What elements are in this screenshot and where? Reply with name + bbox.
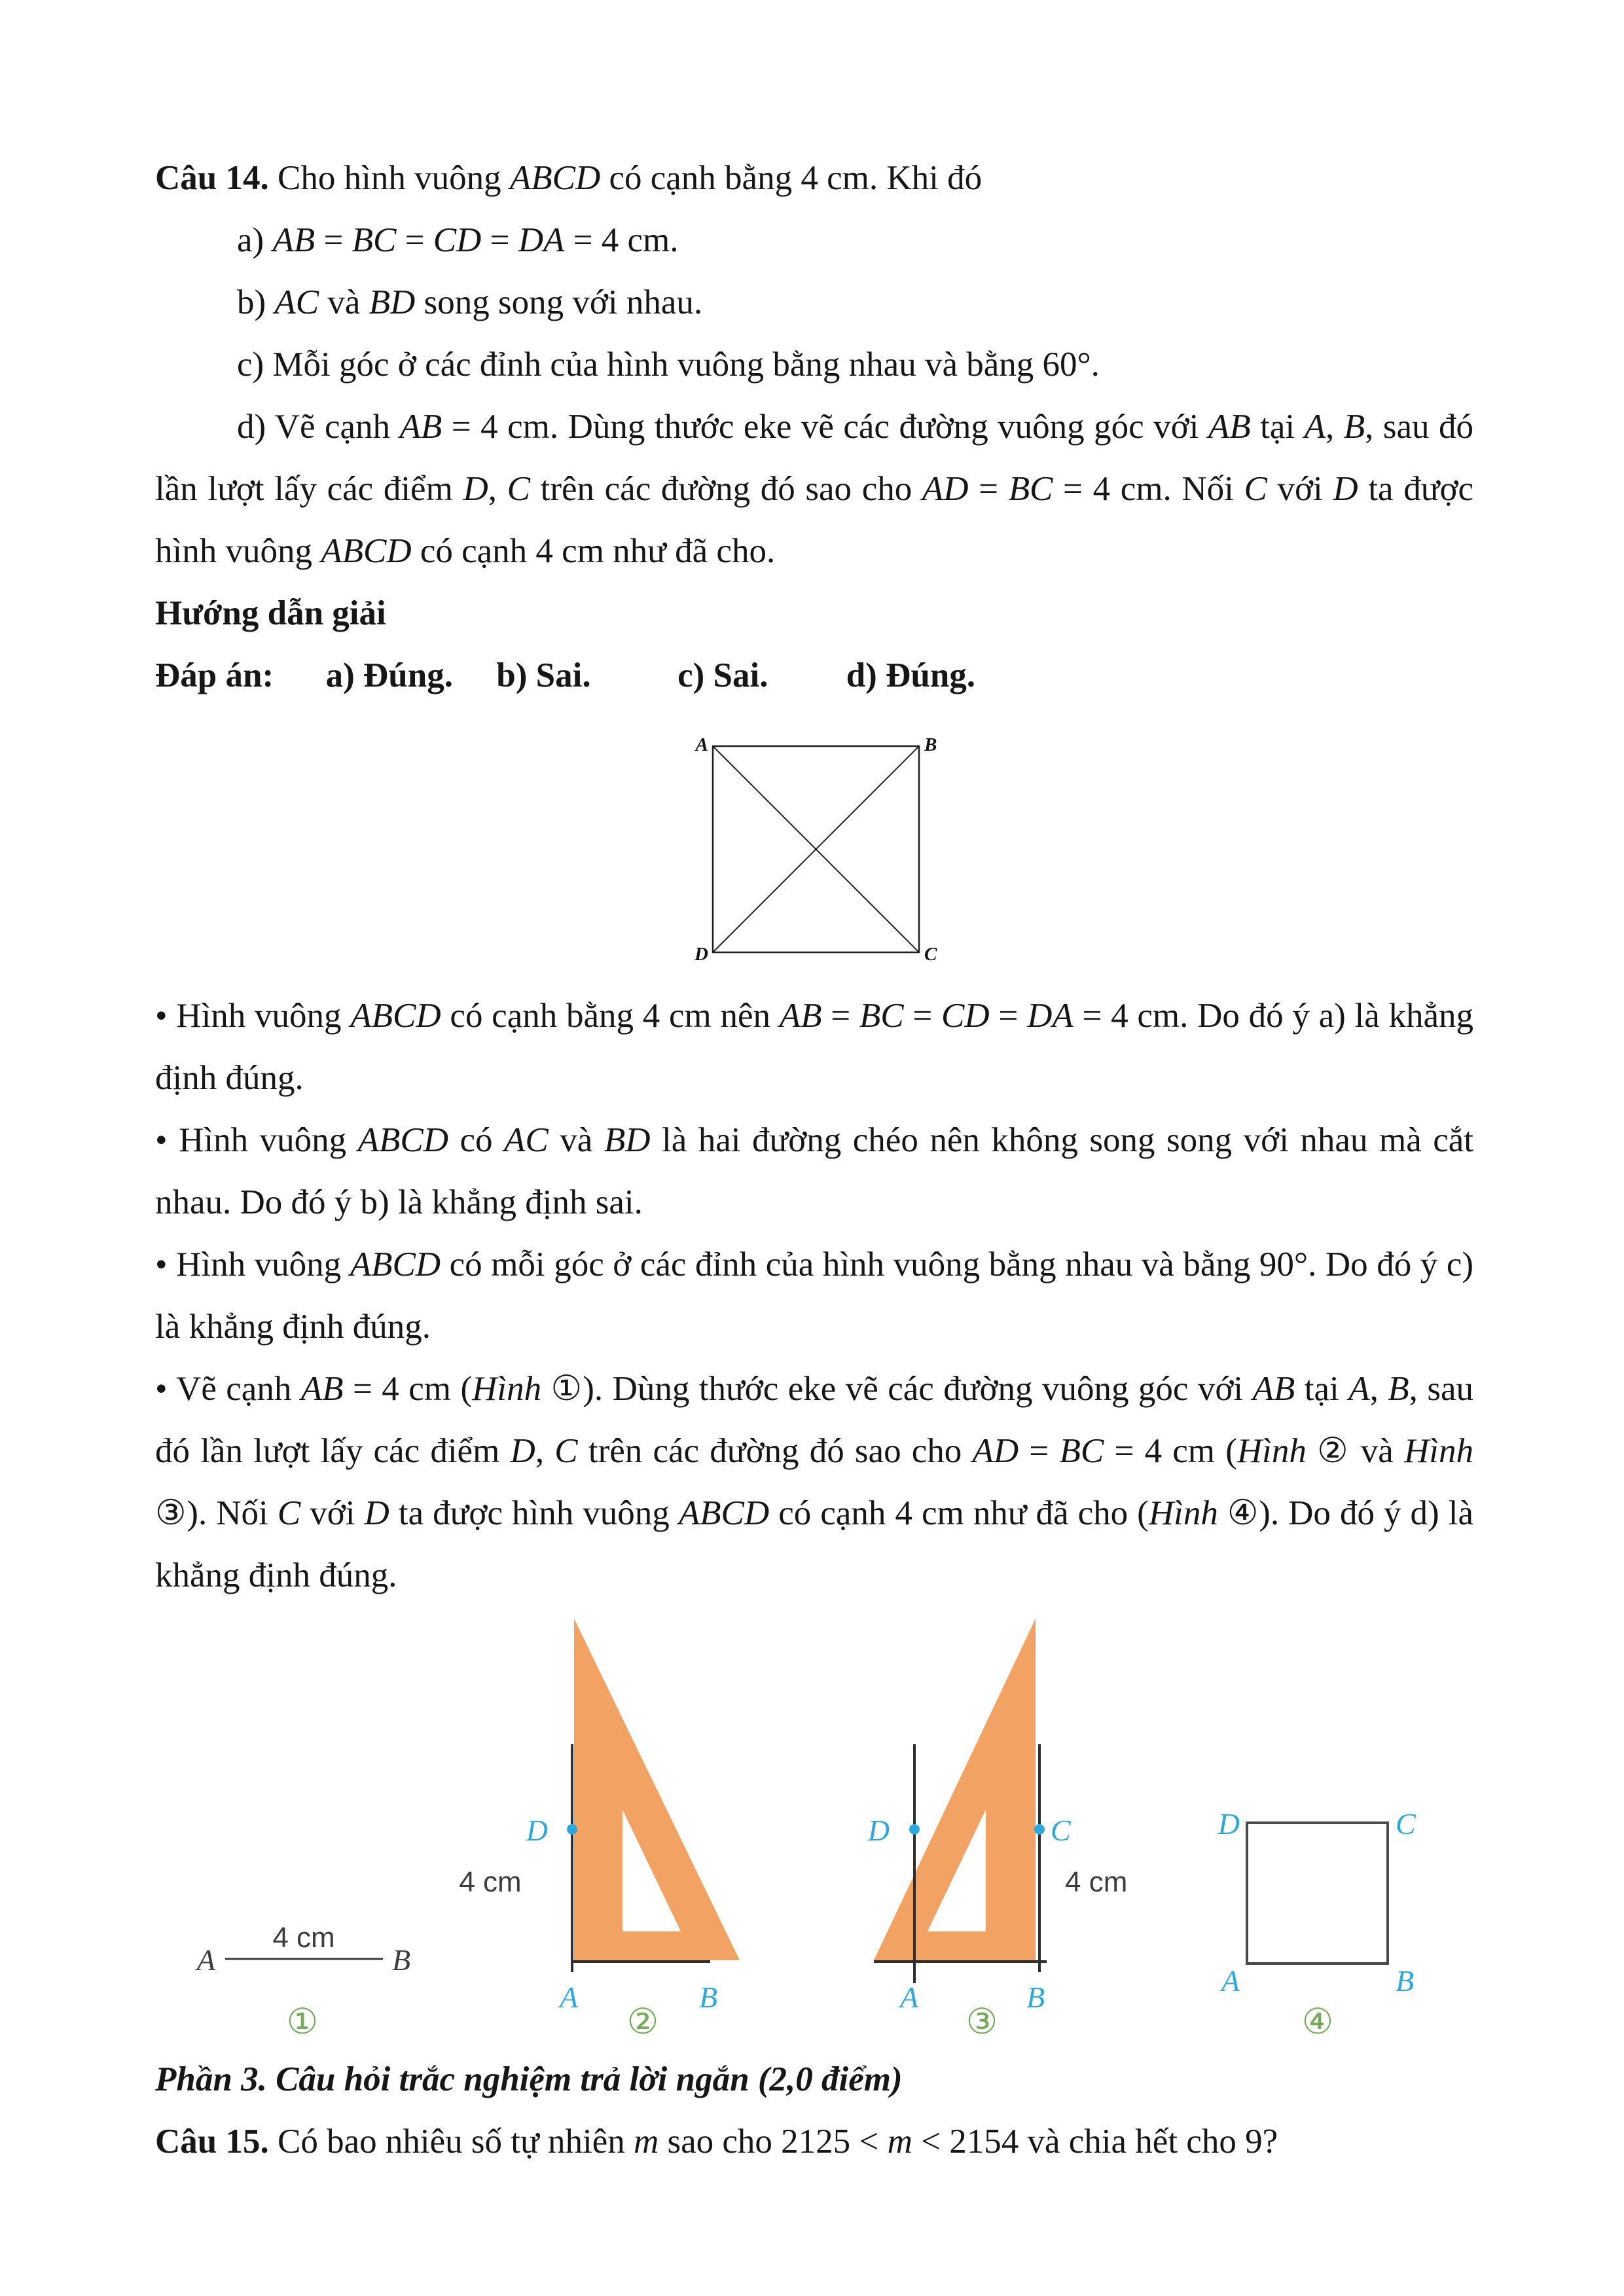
fig1-point-a-label: A bbox=[196, 1943, 215, 1977]
fig2-circled-number: ② bbox=[626, 2001, 659, 2042]
fig4-point-d-label: D bbox=[1218, 1807, 1240, 1840]
fig4-point-c-label: C bbox=[1396, 1807, 1416, 1840]
fig1-length-label: 4 cm bbox=[272, 1922, 335, 1954]
solution-bullet-b: • Hình vuông ABCD có AC và BD là hai đường chéo nên không song song với nhau mà cắt nhau. Do đó ý b) là khẳng định sai. bbox=[155, 1121, 1474, 1221]
fig2-point-d-dot bbox=[567, 1824, 577, 1835]
part-3-heading: Phần 3. Câu hỏi trắc nghiệm trả lời ngắn (2,0 điểm) bbox=[155, 2060, 903, 2098]
question-14-item-b: b) AC và BD song song với nhau. bbox=[237, 283, 703, 321]
fig4-point-a-label: A bbox=[1221, 1964, 1240, 1998]
fig2-length-label: 4 cm bbox=[459, 1866, 522, 1898]
figure-step-1 bbox=[195, 1922, 410, 2042]
fig3-point-d-dot bbox=[909, 1824, 920, 1835]
fig2-point-a-label: A bbox=[559, 1981, 579, 2014]
fig4-square-outline bbox=[1247, 1823, 1388, 1964]
figure-step-2 bbox=[459, 1619, 740, 2042]
solution-bullet-a: • Hình vuông ABCD có cạnh bằng 4 cm nên AB = BC = CD = DA = 4 cm. Do đó ý a) là khẳng định đúng. bbox=[155, 997, 1474, 1097]
figure-step-3 bbox=[867, 1619, 1128, 2042]
fig3-point-c-dot bbox=[1034, 1824, 1045, 1835]
fig3-point-b-label: B bbox=[1026, 1981, 1045, 2014]
question-14-heading: Câu 14. Cho hình vuông ABCD có cạnh bằng 4 cm. Khi đó bbox=[155, 159, 983, 197]
vertex-label-b: B bbox=[924, 734, 937, 755]
question-15-text: Câu 15. Có bao nhiêu số tự nhiên m sao cho 2125 < m < 2154 và chia hết cho 9? bbox=[155, 2123, 1278, 2161]
square-with-diagonals-figure bbox=[657, 717, 971, 978]
vertex-label-c: C bbox=[924, 944, 937, 965]
solution-heading: Hướng dẫn giải bbox=[155, 594, 386, 632]
vertex-label-d: D bbox=[695, 944, 708, 965]
question-14-item-a: a) AB = BC = CD = DA = 4 cm. bbox=[237, 221, 679, 259]
vertex-label-a: A bbox=[695, 734, 708, 755]
question-14-item-d: d) Vẽ cạnh AB = 4 cm. Dùng thước eke vẽ các đường vuông góc với AB tại A, B, sau đó lần lượt lấy các điểm D, C trên các đường đó sao cho AD = BC = 4 cm. Nối C với D ta được hình vuông ABCD có cạnh 4 cm như đã cho. bbox=[155, 408, 1473, 570]
fig2-point-b-label: B bbox=[698, 1981, 718, 2014]
fig4-point-b-label: B bbox=[1396, 1964, 1415, 1998]
construction-steps-figure bbox=[155, 1613, 1473, 2049]
fig3-point-a-label: A bbox=[899, 1981, 919, 2014]
fig3-length-label: 4 cm bbox=[1065, 1866, 1128, 1898]
fig1-circled-number: ① bbox=[286, 2001, 319, 2042]
fig3-point-d-label: D bbox=[867, 1814, 890, 1847]
fig3-circled-number: ③ bbox=[965, 2001, 998, 2042]
fig4-circled-number: ④ bbox=[1301, 2001, 1334, 2042]
fig1-point-b-label: B bbox=[392, 1943, 411, 1977]
answer-key-line: Đáp án: a) Đúng. b) Sai. c) Sai. d) Đúng. bbox=[155, 656, 976, 694]
fig2-point-d-label: D bbox=[526, 1814, 548, 1847]
question-14-item-c: c) Mỗi góc ở các đỉnh của hình vuông bằng nhau và bằng 60°. bbox=[237, 346, 1100, 384]
solution-bullet-d: • Vẽ cạnh AB = 4 cm (Hình ①). Dùng thước eke vẽ các đường vuông góc với AB tại A, B, sau đó lần lượt lấy các điểm D, C trên các đường đó sao cho AD = BC = 4 cm (Hình ② và Hình ③). Nối C với D ta được hình vuông ABCD có cạnh 4 cm như đã cho (Hình ④). Do đó ý d) là khẳng định đúng. bbox=[155, 1370, 1474, 1594]
figure-step-4 bbox=[1218, 1807, 1416, 2042]
solution-bullet-c: • Hình vuông ABCD có mỗi góc ở các đỉnh của hình vuông bằng nhau và bằng 90°. Do đó ý c) là khẳng định đúng. bbox=[155, 1246, 1473, 1346]
fig3-point-c-label: C bbox=[1051, 1814, 1071, 1847]
